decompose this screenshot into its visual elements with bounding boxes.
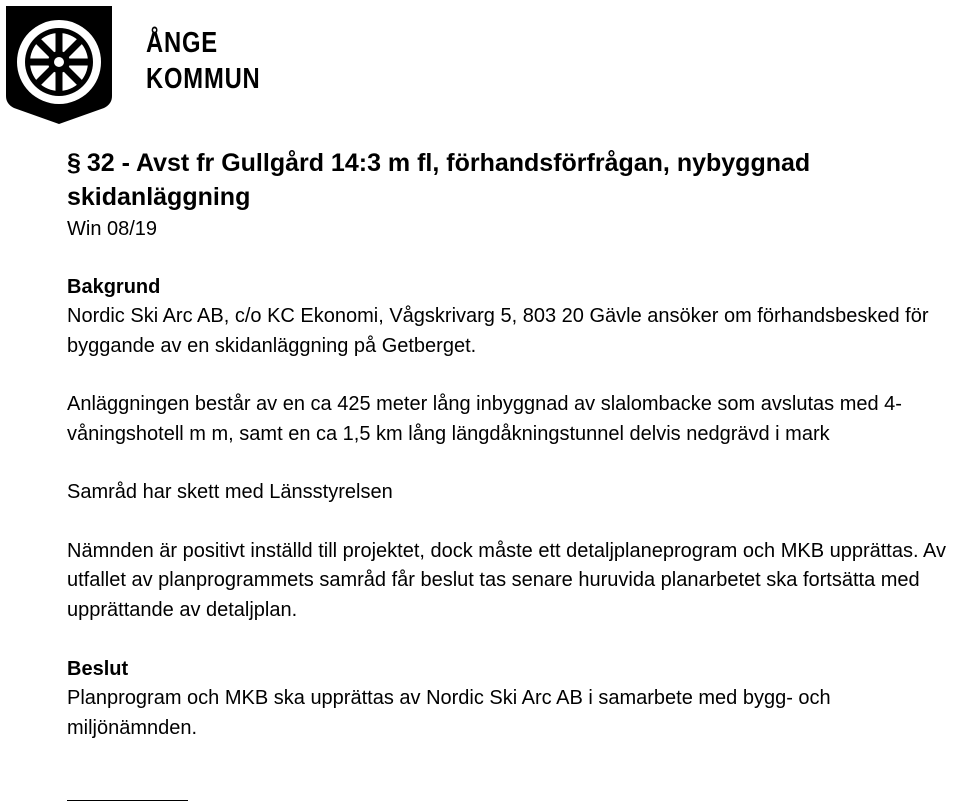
decision-heading: Beslut [67,658,129,680]
background-paragraph-3: Samråd har skett med Länsstyrelsen [67,481,393,503]
organization-name [146,25,261,97]
background-paragraph-4: Nämnden är positivt inställd till projektet, dock måste ett detaljplaneprogram och MKB upprättas. Av utfallet av planprogrammets samråd får beslut tas senare huruvida planarbetet ska fortsätta med upprättande av detaljplan. [67,539,946,621]
organization-name-line2: KOMMUN [146,63,261,95]
wheel-crest-icon [4,4,114,126]
letterhead [0,0,400,130]
reference-number: Win 08/19 [67,218,158,240]
background-heading: Bakgrund [67,276,161,298]
page-title [67,146,947,214]
background-paragraph-1: Nordic Ski Arc AB, c/o KC Ekonomi, Vågskrivarg 5, 803 20 Gävle ansöker om förhandsbesked för byggande av en skidanläggning på Getberget. [67,305,929,357]
organization-name-line1: ÅNGE [146,27,218,59]
background-paragraph-2: Anläggningen består av en ca 425 meter lång inbyggnad av slalombacke som avslutas med 4-våningshotell m m, samt en ca 1,5 km lång längdåkningstunnel delvis nedgrävd i mark [67,393,902,445]
section-symbol: § [67,149,81,177]
document-body [67,146,947,743]
footer-divider [67,800,188,801]
title-text: 32 - Avst fr Gullgård 14:3 m fl, förhandsförfrågan, nybyggnad skidanläggning [67,149,811,211]
decision-paragraph: Planprogram och MKB ska upprättas av Nordic Ski Arc AB i samarbete med bygg- och miljönämnden. [67,687,831,739]
